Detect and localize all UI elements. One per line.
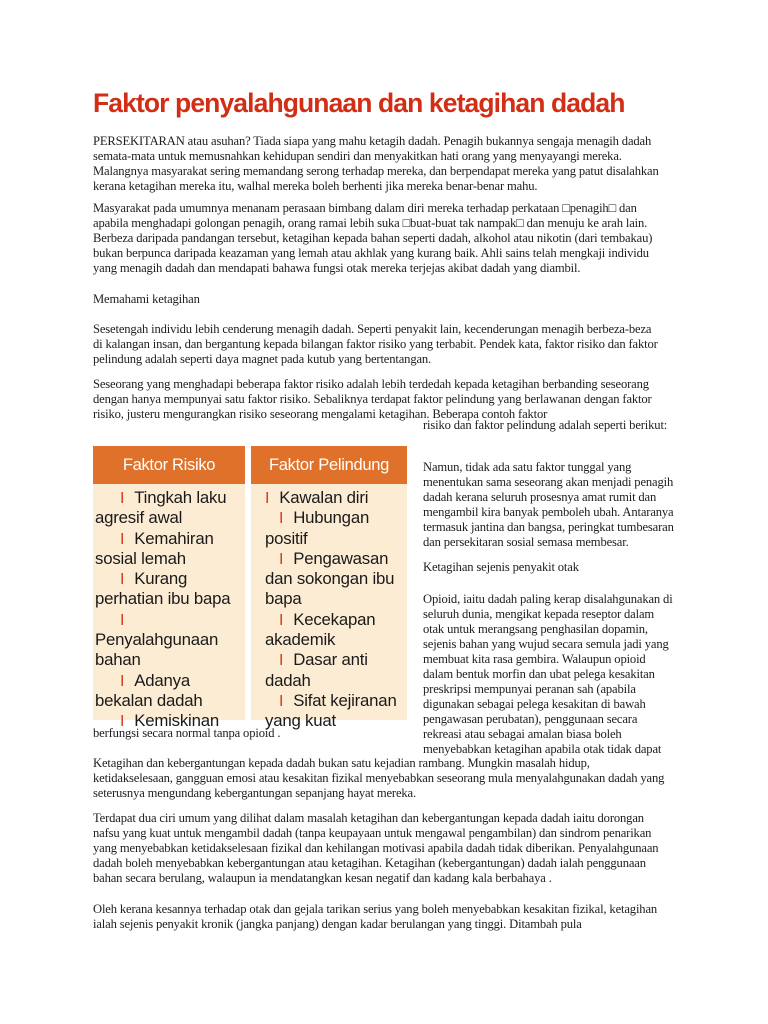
bullet-marker: I xyxy=(120,529,125,548)
paragraph-1: PERSEKITARAN atau asuhan? Tiada siapa yang mahu ketagih dadah. Penagih bukannya sengaja menagih dadah semata-mata untuk memusnahkan kehidupan sendiri dan menyakitkan hati orang yang menyayangi mereka. Malangnya masyarakat sering memandang serong terhadap mereka, dan berpendapat mereka yang patut disalahkan kerana ketagihan mereka itu, walhal mereka boleh berhenti jika mereka benar-benar mahu. xyxy=(93,134,659,193)
bullet-marker: I xyxy=(120,489,125,507)
bullet-marker: I xyxy=(279,509,284,528)
heading-understanding-addiction: Memahami ketagihan xyxy=(93,292,200,306)
bullet-marker: I xyxy=(279,691,284,710)
protective-factor-item: I Dasar anti dadah xyxy=(265,650,368,690)
risk-protective-factors-table xyxy=(93,446,407,731)
risk-factor-item: I Kemiskinan xyxy=(120,711,219,731)
risk-factor-item: I Kurang perhatian ibu bapa xyxy=(95,569,231,609)
protective-factor-item: I Sifat kejiranan yang kuat xyxy=(265,690,397,731)
protective-factor-header: Faktor Pelindung xyxy=(251,446,407,484)
side-paragraph-1: Namun, tidak ada satu faktor tunggal yang menentukan sama seseorang akan menjadi penagih dadah kerana seluruh prosesnya amat rumit dan mengambil kira banyak pemboleh ubah. Antaranya termasuk jantina dan bangsa, peringkat tumbesaran dan persekitaran sosial semasa membesar. xyxy=(423,460,674,549)
protective-factor-item: I Kawalan diri xyxy=(265,488,369,507)
paragraph-4: Seseorang yang menghadapi beberapa faktor risiko adalah lebih terdedah kepada ketagihan berbanding seseorang dengan hanya mempunyai satu faktor risiko. Sebaliknya terdapat faktor pelindung yang berlawanan dengan faktor risiko, justeru mengurangkan risiko seseorang mengalami ketagihan. Beberapa contoh faktor xyxy=(93,377,652,421)
side-paragraph-2: Opioid, iaitu dadah paling kerap disalahgunakan di seluruh dunia, mengikat kepada reseptor dalam otak untuk merangsang penghasilan dopamin, sejenis bahan yang wujud secara semula jadi yang membuat kita rasa gembira. Walaupun opioid dalam bentuk morfin dan ubat pelega kesakitan preskripsi mempunyai peranan sah (apabila digunakan sebagai pelega kesakitan di bawah pengawasan perubatan), penggunaan secara rekreasi atau sebagai amalan biasa boleh menyebabkan ketagihan apabila otak tidak dapat xyxy=(423,592,673,756)
paragraph-6: Ketagihan dan kebergantungan kepada dadah bukan satu kejadian rambang. Mungkin masalah hidup, ketidakselesaan, gangguan emosi atau kesakitan fizikal menyebabkan seseorang mula menyalahgunakan dadah yang seterusnya mengundang kebergantungan sepanjang hayat mereka. xyxy=(93,756,665,800)
bullet-marker: I xyxy=(120,712,125,731)
risk-factor-item: I Kemahiran sosial lemah xyxy=(95,528,214,568)
protective-factor-item: I Kecekapan akademik xyxy=(265,609,376,650)
bullet-marker: I xyxy=(279,651,284,670)
risk-factor-item: I Tingkah laku agresif awal xyxy=(95,488,227,528)
bullet-marker: I xyxy=(265,489,270,507)
protective-factor-item: I Pengawasan dan sokongan ibu bapa xyxy=(265,548,395,609)
paragraph-8: Oleh kerana kesannya terhadap otak dan gejala tarikan serius yang boleh menyebabkan kesakitan fizikal, ketagihan ialah sejenis penyakit kronik (jangka panjang) dengan kadar berulangan yang tinggi. Ditambah pula xyxy=(93,902,658,931)
paragraph-4-continued: risiko dan faktor pelindung adalah seperti berikut: xyxy=(423,418,668,432)
bullet-marker: I xyxy=(279,549,284,568)
bullet-marker: I xyxy=(120,570,125,589)
protective-factor-list xyxy=(251,484,407,731)
risk-factor-list xyxy=(93,484,245,731)
paragraph-7: Terdapat dua ciri umum yang dilihat dalam masalah ketagihan dan kebergantungan kepada dadah iaitu dorongan nafsu yang kuat untuk mengambil dadah (tanpa keupayaan untuk mengawal pengambilan) dan sindrom penarikan yang menyebabkan ketidakselesaan fizikal dan kehilangan motivasi apabila dadah tidak diberikan. Penyalahgunaan dadah boleh menyebabkan kebergantungan atau ketagihan. Ketagihan (kebergantungan) dadah ialah penggunaan bahan secara berulang, walaupun ia mendatangkan kesan negatif dan kadang kala berbahaya . xyxy=(93,811,659,885)
paragraph-2: Masyarakat pada umumnya menanam perasaan bimbang dalam diri mereka terhadap perkataan □penagih□ dan apabila menghadapi golongan penagih, orang ramai lebih suka □buat-buat tak nampak□ dan menuju ke arah lain. Berbeza daripada pandangan tersebut, ketagihan kepada bahan seperti dadah, alkohol atau nikotin (dari tembakau) bukan berpunca daripada keazaman yang lemah atau akhlak yang kurang baik. Ahli sains telah mengkaji individu yang menagih dadah dan mendapati bahawa fungsi otak mereka terjejas akibat dadah yang diambil. xyxy=(93,201,653,275)
heading-brain-disease: Ketagihan sejenis penyakit otak xyxy=(423,560,579,574)
risk-factor-item: IPenyalahgunaan bahan xyxy=(95,610,219,670)
bullet-marker: I xyxy=(120,671,125,690)
bullet-marker: I xyxy=(120,610,125,629)
risk-factor-header: Faktor Risiko xyxy=(93,446,245,484)
page-title: Faktor penyalahgunaan dan ketagihan dadah xyxy=(93,88,625,118)
paragraph-5: berfungsi secara normal tanpa opioid . xyxy=(93,726,281,740)
risk-factor-item: I Adanya bekalan dadah xyxy=(95,670,203,710)
bullet-marker: I xyxy=(279,610,284,629)
protective-factor-item: I Hubungan positif xyxy=(265,508,370,548)
paragraph-3: Sesetengah individu lebih cenderung menagih dadah. Seperti penyakit lain, kecenderungan menagih berbeza-beza di kalangan insan, dan bergantung kepada bilangan faktor risiko yang terbabit. Pendek kata, faktor risiko dan faktor pelindung adalah seperti daya magnet pada kutub yang bertentangan. xyxy=(93,322,658,366)
